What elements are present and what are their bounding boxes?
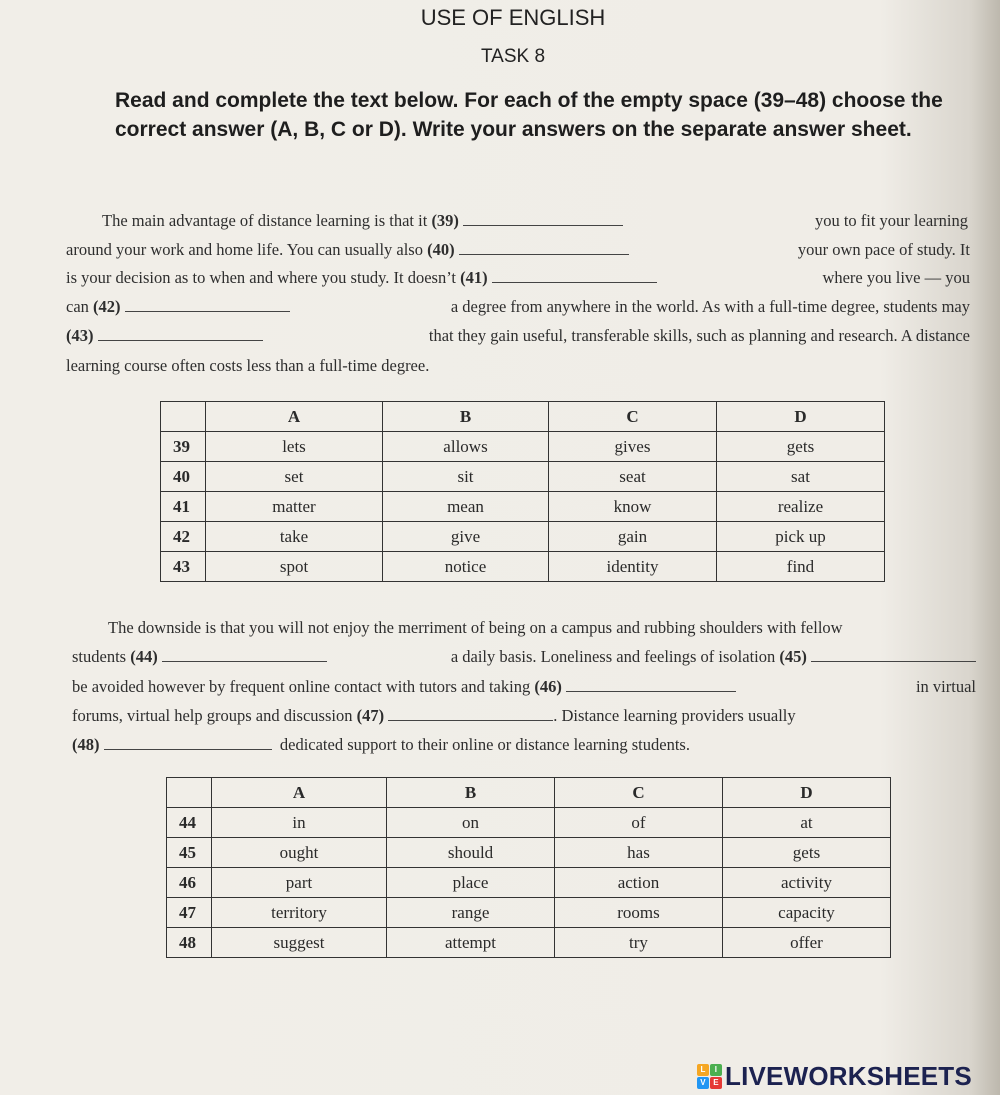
option-b[interactable]: give [383, 522, 549, 552]
task-label: TASK 8 [480, 46, 546, 67]
table-row [167, 868, 891, 898]
liveworksheets-logo-icon: L I V E [697, 1064, 722, 1089]
option-b[interactable]: should [387, 838, 555, 868]
header-cell: A [212, 778, 387, 808]
option-c[interactable]: rooms [555, 898, 723, 928]
option-a[interactable]: matter [206, 492, 383, 522]
option-c[interactable]: know [549, 492, 717, 522]
option-d[interactable]: realize [717, 492, 885, 522]
answer-gap-43[interactable] [98, 328, 263, 341]
question-number: 47 [167, 898, 212, 928]
passage-line: can (42) a degree from anywhere in the world. As with a full-time degree, students may [66, 297, 970, 316]
passage-line: (43) that they gain useful, transferable skills, such as planning and research. A distance [66, 326, 970, 345]
option-c[interactable]: seat [549, 462, 717, 492]
gap-number-43: (43) [66, 326, 94, 345]
option-a[interactable]: spot [206, 552, 383, 582]
option-d[interactable]: capacity [723, 898, 891, 928]
option-a[interactable]: lets [206, 432, 383, 462]
option-b[interactable]: notice [383, 552, 549, 582]
question-number: 41 [161, 492, 206, 522]
logo-text: LIVEWORKSHEETS [725, 1060, 972, 1091]
gap-number-44: (44) [130, 647, 158, 666]
table-row [161, 462, 885, 492]
question-number: 46 [167, 868, 212, 898]
option-c[interactable]: action [555, 868, 723, 898]
question-number: 42 [161, 522, 206, 552]
option-a[interactable]: suggest [212, 928, 387, 958]
answer-gap-44[interactable] [162, 649, 327, 662]
gap-number-41: (41) [460, 268, 488, 287]
option-b[interactable]: mean [383, 492, 549, 522]
answer-gap-40[interactable] [459, 242, 629, 255]
question-number: 39 [161, 432, 206, 462]
header-cell: A [206, 402, 383, 432]
header-cell: B [383, 402, 549, 432]
liveworksheets-logo[interactable] [697, 1062, 972, 1090]
table-row [167, 808, 891, 838]
gap-number-46: (46) [534, 677, 562, 696]
option-d[interactable]: gets [723, 838, 891, 868]
answer-gap-48[interactable] [104, 737, 272, 750]
gap-number-39: (39) [431, 211, 459, 230]
option-a[interactable]: ought [212, 838, 387, 868]
table-row [161, 492, 885, 522]
option-b[interactable]: place [387, 868, 555, 898]
gap-number-42: (42) [93, 297, 121, 316]
question-number: 43 [161, 552, 206, 582]
option-c[interactable]: identity [549, 552, 717, 582]
option-d[interactable]: sat [717, 462, 885, 492]
table-header-row [167, 778, 891, 808]
table-row [161, 552, 885, 582]
question-number: 44 [167, 808, 212, 838]
header-cell [161, 402, 206, 432]
table-row [161, 432, 885, 462]
option-a[interactable]: take [206, 522, 383, 552]
passage-line: (48) dedicated support to their online or distance learning students. [72, 735, 690, 754]
header-cell: C [555, 778, 723, 808]
question-number: 40 [161, 462, 206, 492]
option-d[interactable]: offer [723, 928, 891, 958]
question-number: 48 [167, 928, 212, 958]
table-row [167, 838, 891, 868]
option-c[interactable]: try [555, 928, 723, 958]
header-cell: B [387, 778, 555, 808]
passage-line: students (44) a daily basis. Loneliness and feelings of isolation (45) [72, 647, 976, 667]
question-number: 45 [167, 838, 212, 868]
option-a[interactable]: set [206, 462, 383, 492]
passage-line: is your decision as to when and where you study. It doesn’t (41) where you live — you [66, 268, 970, 287]
passage-line: learning course often costs less than a full-time degree. [66, 356, 430, 375]
answer-gap-42[interactable] [125, 299, 290, 312]
header-cell: D [717, 402, 885, 432]
option-b[interactable]: range [387, 898, 555, 928]
option-b[interactable]: allows [383, 432, 549, 462]
instructions: Read and complete the text below. For each of the empty space (39–48) choose the correct answer (A, B, C or D). Write your answers on the separate answer sheet. [115, 89, 943, 141]
passage-line: The downside is that you will not enjoy the merriment of being on a campus and rubbing shoulders with fellow [108, 618, 843, 637]
gap-number-47: (47) [356, 706, 385, 725]
option-b[interactable]: sit [383, 462, 549, 492]
option-c[interactable]: has [555, 838, 723, 868]
option-a[interactable]: part [212, 868, 387, 898]
option-d[interactable]: activity [723, 868, 891, 898]
gap-number-48: (48) [72, 735, 100, 754]
header-cell [167, 778, 212, 808]
table-row [167, 928, 891, 958]
passage-line: The main advantage of distance learning is that it (39) you to fit your learning [102, 211, 968, 230]
gap-number-45: (45) [779, 647, 807, 666]
answer-gap-47[interactable] [388, 708, 553, 721]
passage-line: forums, virtual help groups and discussion (47) . Distance learning providers usually [72, 706, 796, 725]
options-table-1 [160, 401, 885, 582]
page-title: USE OF ENGLISH [420, 5, 606, 30]
passage-line: be avoided however by frequent online contact with tutors and taking (46) in virtual [72, 677, 976, 696]
option-c[interactable]: gain [549, 522, 717, 552]
table-header-row [161, 402, 885, 432]
options-table-2 [166, 777, 891, 958]
option-c[interactable]: gives [549, 432, 717, 462]
header-cell: D [723, 778, 891, 808]
table-row [161, 522, 885, 552]
passage-line: around your work and home life. You can usually also (40) your own pace of study. It [66, 240, 970, 259]
table-row [167, 898, 891, 928]
option-c[interactable]: of [555, 808, 723, 838]
answer-gap-46[interactable] [566, 679, 736, 692]
option-d[interactable]: find [717, 552, 885, 582]
gap-number-40: (40) [427, 240, 455, 259]
answer-gap-39[interactable] [463, 213, 623, 226]
option-a[interactable]: in [212, 808, 387, 838]
answer-gap-45[interactable] [811, 649, 976, 662]
option-d[interactable]: at [723, 808, 891, 838]
option-d[interactable]: pick up [717, 522, 885, 552]
option-d[interactable]: gets [717, 432, 885, 462]
option-b[interactable]: attempt [387, 928, 555, 958]
answer-gap-41[interactable] [492, 270, 657, 283]
header-cell: C [549, 402, 717, 432]
option-a[interactable]: territory [212, 898, 387, 928]
option-b[interactable]: on [387, 808, 555, 838]
